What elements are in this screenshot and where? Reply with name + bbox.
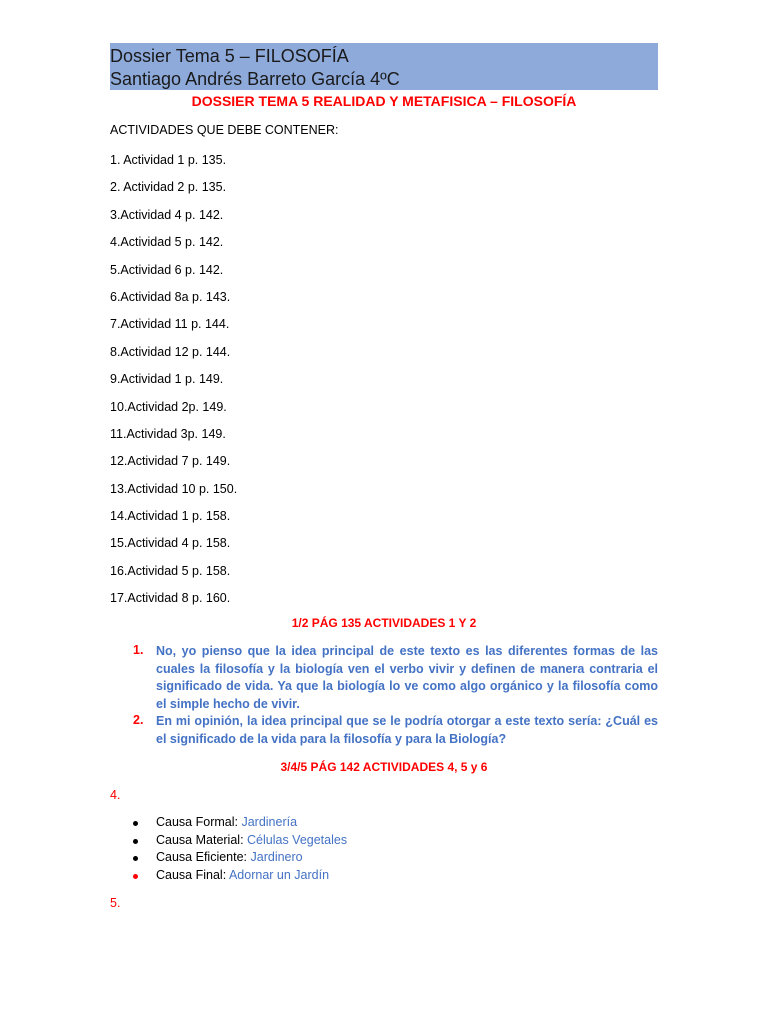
causes-list — [130, 814, 347, 884]
activity-item: 15.Actividad 4 p. 158. — [110, 536, 231, 551]
cause-item — [130, 849, 347, 867]
cause-label: Causa Formal: — [156, 815, 242, 829]
header-title: Dossier Tema 5 – FILOSOFÍA — [110, 46, 349, 66]
cause-label: Causa Eficiente: — [156, 850, 251, 864]
activity-item: 16.Actividad 5 p. 158. — [110, 563, 231, 578]
answer-number: 2. — [133, 713, 144, 727]
activity-item: 13.Actividad 10 p. 150. — [110, 481, 238, 496]
activity-item: 7.Actividad 11 p. 144. — [110, 317, 230, 332]
activity-item: 1. Actividad 1 p. 135. — [110, 153, 227, 167]
section-heading-1: 1/2 PÁG 135 ACTIVIDADES 1 Y 2 — [291, 616, 477, 630]
cause-value: Jardinería — [241, 815, 298, 829]
bullet-icon — [133, 856, 138, 861]
activity-item: 6.Actividad 8a p. 143. — [110, 289, 231, 304]
activity-item: 17.Actividad 8 p. 160. — [110, 591, 231, 606]
activity-item: 5.Actividad 6 p. 142. — [110, 262, 224, 277]
answer-number: 1. — [133, 643, 144, 657]
cause-item — [130, 814, 347, 832]
cause-value: Jardinero — [250, 850, 303, 864]
cause-label: Causa Final: — [156, 867, 229, 882]
header-author: Santiago Andrés Barreto García 4ºC — [110, 69, 400, 89]
cause-value: Adornar un Jardín — [228, 867, 330, 882]
bullet-icon — [133, 839, 138, 844]
activity-item: 2. Actividad 2 p. 135. — [110, 180, 227, 195]
activity-item: 14.Actividad 1 p. 158. — [110, 509, 231, 524]
activity-item: 4.Actividad 5 p. 142. — [110, 235, 224, 250]
activity-item: 10.Actividad 2p. 149. — [110, 399, 227, 414]
answer-item — [110, 643, 658, 713]
activity-item: 9.Actividad 1 p. 149. — [110, 372, 224, 387]
answer-text: No, yo pienso que la idea principal de este texto es las diferentes formas de las cuales la filosofía y la biología ven el verbo vivir y definen de manera contraria el significado de vida. Ya que la biología lo ve como algo orgánico y la filosofía como el simple hecho de vivir. — [156, 644, 658, 711]
section-heading-2: 3/4/5 PÁG 142 ACTIVIDADES 4, 5 y 6 — [280, 760, 488, 774]
item-number-5: 5. — [110, 896, 121, 910]
activity-item: 11.Actividad 3p. 149. — [110, 426, 226, 441]
cause-item — [130, 867, 347, 885]
bullet-icon — [133, 821, 138, 826]
activity-item: 12.Actividad 7 p. 149. — [110, 454, 231, 469]
activity-item: 8.Actividad 12 p. 144. — [110, 344, 231, 359]
document-title: DOSSIER TEMA 5 REALIDAD Y METAFISICA – FILOSOFÍA — [191, 93, 577, 109]
cause-value: Células Vegetales — [247, 832, 348, 847]
answers-list — [110, 643, 658, 748]
answer-item — [110, 713, 658, 748]
answer-text: En mi opinión, la idea principal que se le podría otorgar a este texto sería: ¿Cuál es el significado de la vida para la filosofía y para la Biología? — [156, 714, 658, 746]
cause-label: Causa Material: — [156, 832, 248, 847]
item-number-4: 4. — [110, 788, 121, 802]
activities-intro: ACTIVIDADES QUE DEBE CONTENER: — [110, 123, 339, 137]
cause-item — [130, 832, 347, 850]
activities-list — [110, 150, 237, 616]
bullet-icon — [133, 874, 138, 879]
activity-item: 3.Actividad 4 p. 142. — [110, 207, 224, 222]
